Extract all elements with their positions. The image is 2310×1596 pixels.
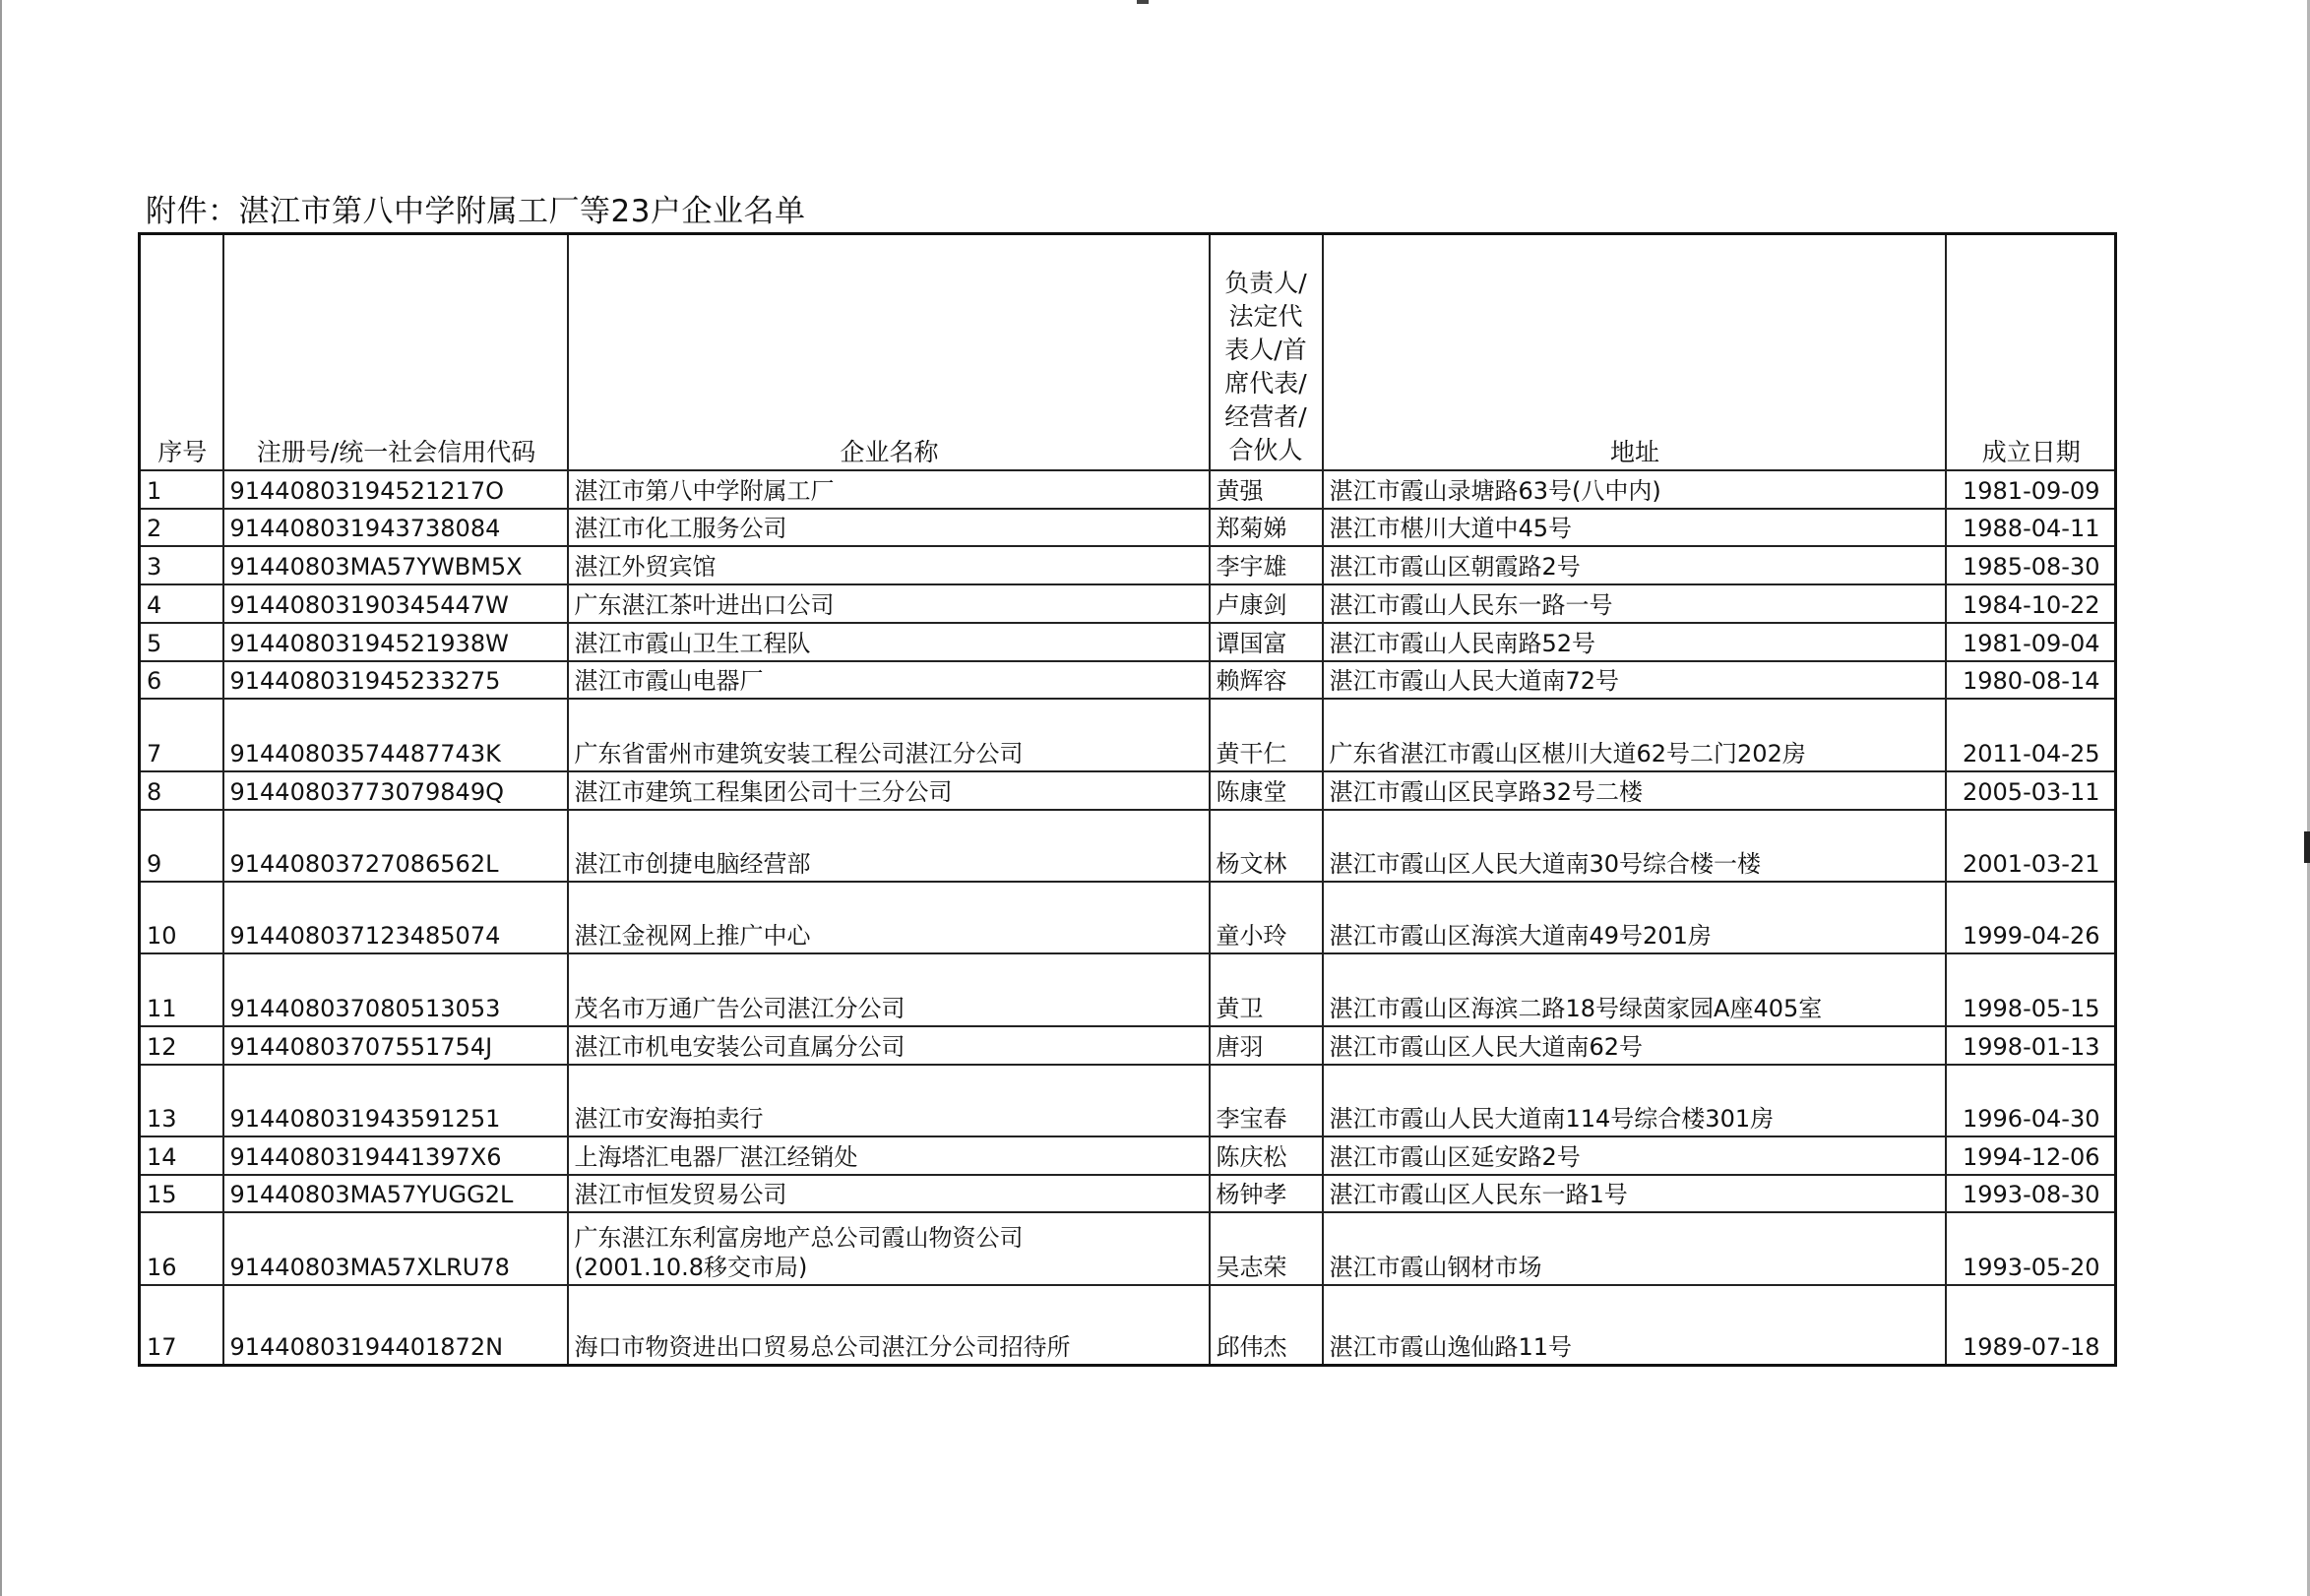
cell-company-name: 茂名市万通广告公司湛江分公司 [568, 953, 1210, 1025]
cell-index: 1 [140, 470, 223, 509]
cell-address: 湛江市霞山逸仙路11号 [1323, 1285, 1946, 1366]
cell-representative: 李宇雄 [1210, 546, 1323, 584]
company-name-line: (2001.10.8移交市局) [574, 1253, 808, 1281]
header-address: 地址 [1323, 234, 1946, 471]
header-representative-line: 负责人/ [1224, 269, 1307, 297]
cell-index: 14 [140, 1136, 223, 1175]
header-representative-line: 合伙人 [1228, 436, 1303, 464]
table-row [140, 771, 2116, 810]
cell-company-name: 湛江市化工服务公司 [568, 509, 1210, 547]
cell-address: 湛江市霞山区人民东一路1号 [1323, 1175, 1946, 1213]
cell-representative: 杨文林 [1210, 810, 1323, 882]
cell-company-name: 湛江市第八中学附属工厂 [568, 470, 1210, 509]
cell-founded-date: 1981-09-09 [1946, 470, 2116, 509]
table-row [140, 1065, 2116, 1136]
cell-company-name: 湛江市创捷电脑经营部 [568, 810, 1210, 882]
cell-address: 湛江市霞山区海滨大道南49号201房 [1323, 882, 1946, 953]
table-row [140, 1175, 2116, 1213]
cell-company-name: 海口市物资进出口贸易总公司湛江分公司招待所 [568, 1285, 1210, 1366]
cell-reg-code: 91440803574487743K [223, 699, 568, 770]
cell-address: 湛江市霞山区朝霞路2号 [1323, 546, 1946, 584]
cell-company-name: 湛江市霞山电器厂 [568, 661, 1210, 700]
cell-company-name [568, 1212, 1210, 1284]
cell-reg-code: 91440803MA57YWBM5X [223, 546, 568, 584]
cell-reg-code: 914408031943591251 [223, 1065, 568, 1136]
cell-reg-code: 91440803194521217O [223, 470, 568, 509]
cell-representative: 陈庆松 [1210, 1136, 1323, 1175]
cell-company-name: 湛江市安海拍卖行 [568, 1065, 1210, 1136]
cell-founded-date: 1994-12-06 [1946, 1136, 2116, 1175]
table-row [140, 1212, 2116, 1284]
cell-founded-date: 1980-08-14 [1946, 661, 2116, 700]
cell-reg-code: 91440803MA57XLRU78 [223, 1212, 568, 1284]
table-row [140, 623, 2116, 661]
cell-index: 6 [140, 661, 223, 700]
cell-founded-date: 1996-04-30 [1946, 1065, 2116, 1136]
cell-reg-code: 91440803MA57YUGG2L [223, 1175, 568, 1213]
cell-representative: 唐羽 [1210, 1026, 1323, 1065]
cell-founded-date: 1988-04-11 [1946, 509, 2116, 547]
cell-founded-date: 1998-05-15 [1946, 953, 2116, 1025]
header-representative [1210, 234, 1323, 471]
cell-address: 湛江市霞山钢材市场 [1323, 1212, 1946, 1284]
cell-index: 2 [140, 509, 223, 547]
cell-reg-code: 91440803707551754J [223, 1026, 568, 1065]
table-row [140, 953, 2116, 1025]
cell-index: 15 [140, 1175, 223, 1213]
cell-company-name: 广东省雷州市建筑安装工程公司湛江分公司 [568, 699, 1210, 770]
cell-reg-code: 914408037123485074 [223, 882, 568, 953]
scan-mark-top [1137, 0, 1149, 4]
cell-company-name: 湛江外贸宾馆 [568, 546, 1210, 584]
header-reg-code: 注册号/统一社会信用代码 [223, 234, 568, 471]
cell-index: 3 [140, 546, 223, 584]
cell-reg-code: 91440803194373808​4 [223, 509, 568, 547]
cell-representative: 童小玲 [1210, 882, 1323, 953]
company-name-line: 广东湛江东利富房地产总公司霞山物资公司 [574, 1223, 1024, 1252]
cell-representative: 赖辉容 [1210, 661, 1323, 700]
cell-reg-code: 91440803727086562L [223, 810, 568, 882]
cell-founded-date: 1984-10-22 [1946, 584, 2116, 623]
cell-company-name: 湛江市机电安装公司直属分公司 [568, 1026, 1210, 1065]
cell-representative: 黄强 [1210, 470, 1323, 509]
cell-representative: 郑菊娣 [1210, 509, 1323, 547]
cell-address: 广东省湛江市霞山区椹川大道62号二门202房 [1323, 699, 1946, 770]
cell-founded-date: 2011-04-25 [1946, 699, 2116, 770]
cell-founded-date: 1993-05-20 [1946, 1212, 2116, 1284]
cell-address: 湛江市霞山区延安路2号 [1323, 1136, 1946, 1175]
cell-index: 8 [140, 771, 223, 810]
header-index: 序号 [140, 234, 223, 471]
cell-reg-code: 9144080319452193​8W [223, 623, 568, 661]
table-row [140, 1136, 2116, 1175]
cell-reg-code: 914408031945233275 [223, 661, 568, 700]
cell-company-name: 湛江市建筑工程集团公司十三分公司 [568, 771, 1210, 810]
cell-representative: 邱伟杰 [1210, 1285, 1323, 1366]
cell-address: 湛江市霞山区民享路32号二楼 [1323, 771, 1946, 810]
header-representative-line: 法定代 [1228, 302, 1303, 331]
table-row [140, 699, 2116, 770]
cell-representative: 谭国富 [1210, 623, 1323, 661]
table-row [140, 661, 2116, 700]
cell-founded-date: 1993-08-30 [1946, 1175, 2116, 1213]
cell-address: 湛江市霞山人民南路52号 [1323, 623, 1946, 661]
cell-company-name: 湛江市霞山卫生工程队 [568, 623, 1210, 661]
cell-company-name: 广东湛江茶叶进出口公司 [568, 584, 1210, 623]
header-representative-line: 席代表/ [1224, 369, 1307, 398]
table-row [140, 882, 2116, 953]
table-row [140, 1026, 2116, 1065]
cell-reg-code: 9144080319441397X6 [223, 1136, 568, 1175]
cell-index: 12 [140, 1026, 223, 1065]
cell-founded-date: 2005-03-11 [1946, 771, 2116, 810]
cell-representative: 卢康剑 [1210, 584, 1323, 623]
cell-representative: 黄干仁 [1210, 699, 1323, 770]
table-row [140, 1285, 2116, 1366]
cell-address: 湛江市椹川大道中45号 [1323, 509, 1946, 547]
cell-representative: 杨钟孝 [1210, 1175, 1323, 1213]
cell-founded-date: 1985-08-30 [1946, 546, 2116, 584]
cell-address: 湛江市霞山区海滨二路18号绿茵家园A座405室 [1323, 953, 1946, 1025]
table-row [140, 584, 2116, 623]
header-representative-line: 表人/首 [1224, 336, 1307, 364]
cell-index: 5 [140, 623, 223, 661]
cell-founded-date: 2001-03-21 [1946, 810, 2116, 882]
document-title: 附件：湛江市第八中学附属工厂等23户企业名单 [146, 194, 806, 229]
cell-founded-date: 1999-04-26 [1946, 882, 2116, 953]
cell-representative: 黄卫 [1210, 953, 1323, 1025]
cell-address: 湛江市霞山人民大道南72号 [1323, 661, 1946, 700]
header-company-name: 企业名称 [568, 234, 1210, 471]
cell-index: 7 [140, 699, 223, 770]
cell-address: 湛江市霞山录塘路63号(八中内) [1323, 470, 1946, 509]
header-representative-line: 经营者/ [1224, 402, 1307, 431]
cell-address: 湛江市霞山区人民大道南30号综合楼一楼 [1323, 810, 1946, 882]
cell-representative: 陈康堂 [1210, 771, 1323, 810]
cell-index: 11 [140, 953, 223, 1025]
table-row [140, 546, 2116, 584]
scan-edge-left [0, 0, 2, 1596]
cell-founded-date: 1998-01-13 [1946, 1026, 2116, 1065]
cell-index: 17 [140, 1285, 223, 1366]
cell-address: 湛江市霞山区人民大道南62号 [1323, 1026, 1946, 1065]
cell-representative: 吴志荣 [1210, 1212, 1323, 1284]
cell-company-name: 上海塔汇电器厂湛江经销处 [568, 1136, 1210, 1175]
cell-index: 16 [140, 1212, 223, 1284]
cell-reg-code: 91440803773079849Q [223, 771, 568, 810]
cell-address: 湛江市霞山人民大道南114号综合楼301房 [1323, 1065, 1946, 1136]
table-header-row [140, 234, 2116, 471]
cell-founded-date: 1981-09-04 [1946, 623, 2116, 661]
cell-reg-code: 91440803194401872N [223, 1285, 568, 1366]
cell-reg-code: 914408037080513053 [223, 953, 568, 1025]
cell-address: 湛江市霞山人民东一路一号 [1323, 584, 1946, 623]
header-founded-date: 成立日期 [1946, 234, 2116, 471]
table-row [140, 470, 2116, 509]
cell-company-name: 湛江市恒发贸易公司 [568, 1175, 1210, 1213]
cell-index: 9 [140, 810, 223, 882]
cell-company-name: 湛江金视网上推广中心 [568, 882, 1210, 953]
table-row [140, 810, 2116, 882]
cell-index: 13 [140, 1065, 223, 1136]
table-row [140, 509, 2116, 547]
cell-founded-date: 1989-07-18 [1946, 1285, 2116, 1366]
cell-representative: 李宝春 [1210, 1065, 1323, 1136]
company-list-table [138, 232, 2117, 1367]
cell-index: 4 [140, 584, 223, 623]
cell-reg-code: 9144080319034544​7W [223, 584, 568, 623]
cell-index: 10 [140, 882, 223, 953]
scan-mark-right [2304, 831, 2310, 863]
